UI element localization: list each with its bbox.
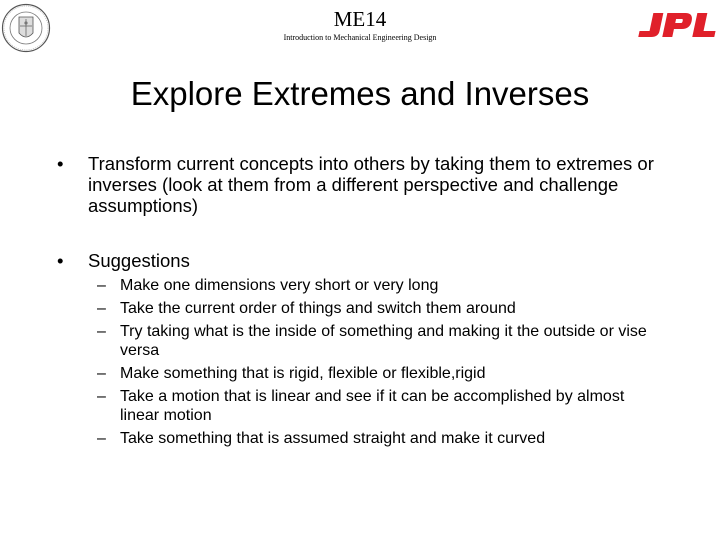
- bullet-item: [57, 250, 677, 271]
- bullet-text: Suggestions: [88, 250, 190, 271]
- jpl-logo: [634, 10, 716, 40]
- sub-bullet-item: [97, 299, 667, 318]
- bullet-text: Transform current concepts into others by taking them to extremes or inverses (look at them from a different perspective and challenge assumptions): [88, 153, 654, 216]
- dash-mark: –: [97, 277, 106, 294]
- sub-bullet-item: [97, 429, 667, 448]
- sub-bullet-text: Take the current order of things and switch them around: [120, 300, 516, 317]
- sub-bullet-text: Take a motion that is linear and see if it can be accomplished by almost linear motion: [120, 388, 625, 424]
- dash-mark: –: [97, 388, 106, 405]
- dash-mark: –: [97, 365, 106, 382]
- sub-bullet-list: [97, 276, 667, 452]
- dash-mark: –: [97, 323, 106, 340]
- svg-text:JPL: JPL: [634, 10, 636, 11]
- bullet-mark: •: [57, 153, 64, 174]
- sub-bullet-text: Try taking what is the inside of something and making it the outside or vise versa: [120, 323, 647, 359]
- dash-mark: –: [97, 430, 106, 447]
- bullet-item: [57, 153, 677, 216]
- sub-bullet-item: [97, 387, 667, 425]
- sub-bullet-text: Make something that is rigid, flexible or flexible,rigid: [120, 365, 486, 382]
- sub-bullet-item: [97, 276, 667, 295]
- course-code: ME14: [333, 7, 387, 31]
- slide-title: Explore Extremes and Inverses: [130, 75, 590, 112]
- course-subtitle: Introduction to Mechanical Engineering Design: [283, 33, 437, 42]
- sub-bullet-item: [97, 322, 667, 360]
- dash-mark: –: [97, 300, 106, 317]
- sub-bullet-text: Take something that is assumed straight and make it curved: [120, 430, 546, 447]
- sub-bullet-item: [97, 364, 667, 383]
- bullet-mark: •: [57, 250, 64, 271]
- sub-bullet-text: Make one dimensions very short or very long: [120, 277, 439, 294]
